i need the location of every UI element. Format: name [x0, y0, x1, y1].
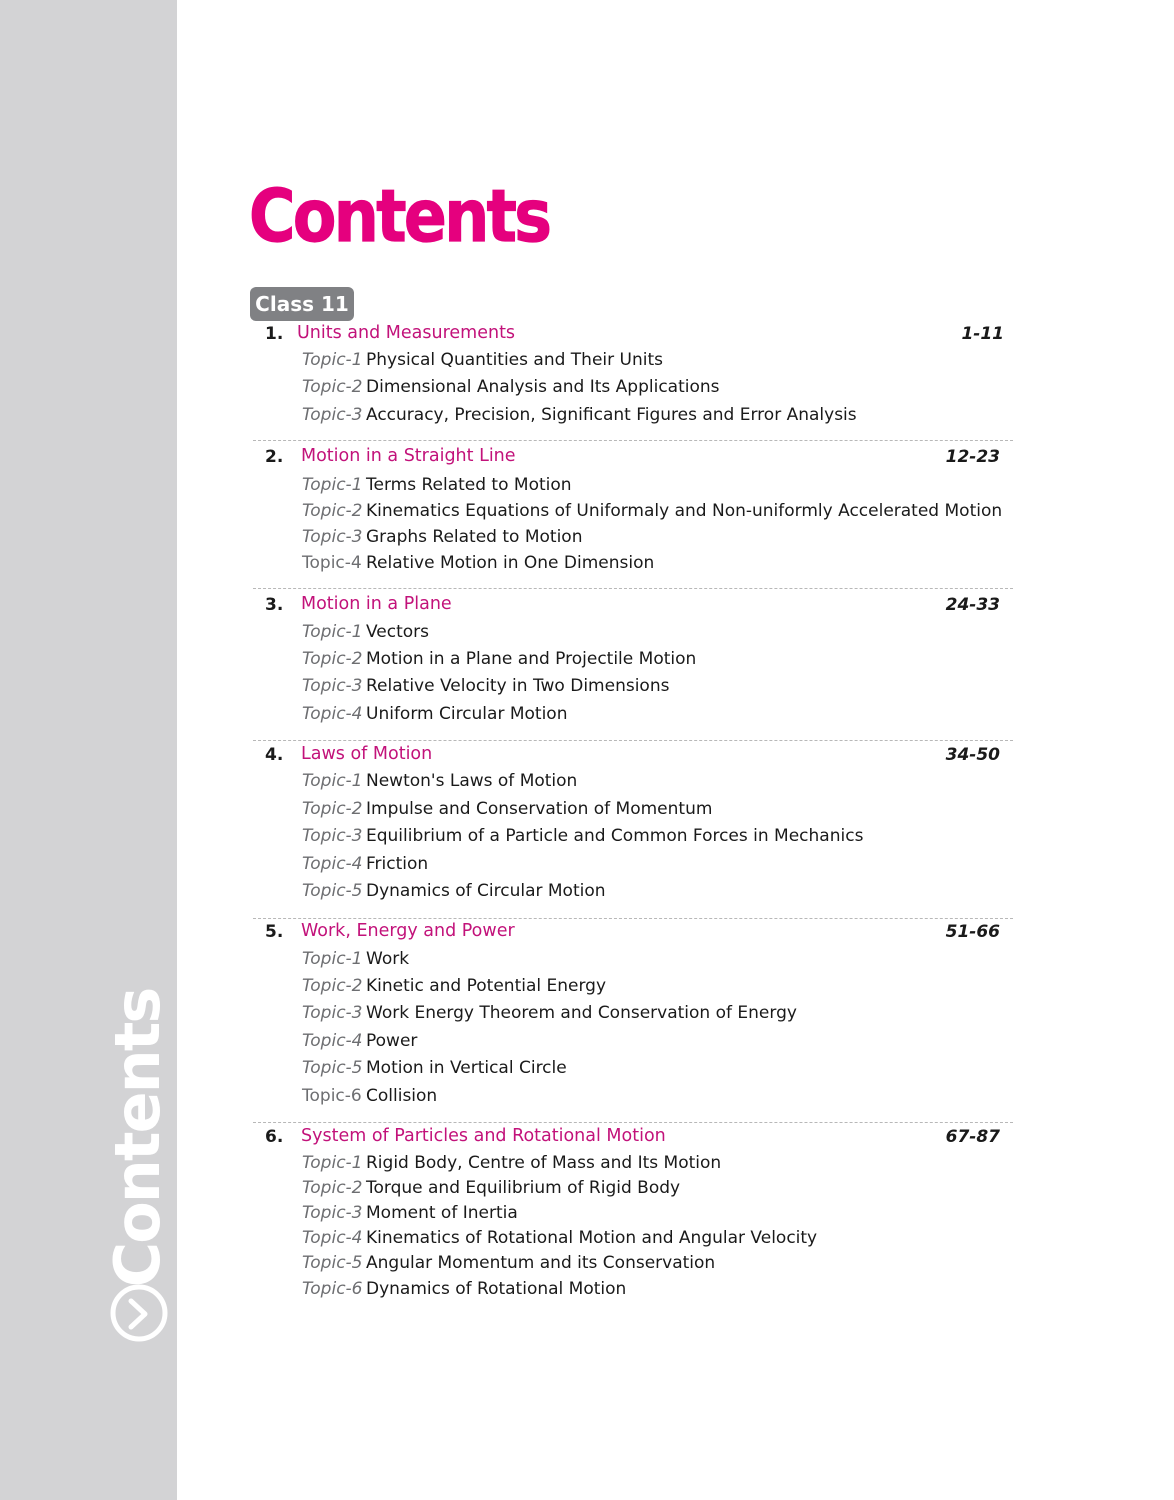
- topic-text: Newton's Laws of Motion: [366, 771, 578, 791]
- topic-row[interactable]: [302, 976, 606, 996]
- topic-text: Dynamics of Circular Motion: [366, 881, 606, 901]
- topic-text: Kinetic and Potential Energy: [366, 976, 607, 996]
- chapter-pages: 24-33: [945, 595, 1000, 615]
- topic-row[interactable]: [302, 1153, 721, 1173]
- topic-text: Rigid Body, Centre of Mass and Its Motion: [366, 1153, 722, 1173]
- chapter-pages: 1-11: [961, 324, 1004, 344]
- chevron-circle-icon: [109, 1283, 169, 1343]
- topic-label: Topic-3: [302, 1203, 363, 1223]
- topic-label: Topic-3: [302, 676, 363, 696]
- topic-row[interactable]: [302, 799, 712, 819]
- topic-label: Topic-4: [302, 854, 363, 874]
- topic-row[interactable]: [302, 854, 428, 874]
- topic-label: Topic-4: [302, 1228, 363, 1248]
- topic-label: Topic-3: [302, 527, 363, 547]
- chapter-title[interactable]: Motion in a Straight Line: [301, 446, 516, 466]
- chapter-divider: [253, 918, 1013, 919]
- topic-label: Topic-2: [302, 501, 363, 521]
- topic-text: Uniform Circular Motion: [366, 704, 568, 724]
- topic-row[interactable]: [302, 1279, 626, 1299]
- topic-text: Moment of Inertia: [366, 1203, 518, 1223]
- topic-text: Torque and Equilibrium of Rigid Body: [366, 1178, 681, 1198]
- topic-row[interactable]: [302, 949, 409, 969]
- topic-text: Kinematics Equations of Uniformaly and Non-uniformly Accelerated Motion: [366, 501, 1003, 521]
- topic-label: Topic-6: [302, 1086, 362, 1106]
- topic-row[interactable]: [302, 377, 720, 397]
- topic-text: Equilibrium of a Particle and Common Forces in Mechanics: [366, 826, 864, 846]
- topic-label: Topic-1: [302, 475, 363, 495]
- topic-text: Angular Momentum and its Conservation: [366, 1253, 716, 1273]
- topic-row[interactable]: [302, 771, 577, 791]
- chapter-pages: 12-23: [945, 447, 1000, 467]
- chapter-number: 6.: [265, 1127, 284, 1147]
- topic-label: Topic-1: [302, 949, 363, 969]
- topic-row[interactable]: [302, 881, 606, 901]
- topic-text: Accuracy, Precision, Significant Figures and Error Analysis: [366, 405, 857, 425]
- topic-row[interactable]: [302, 350, 663, 370]
- topic-row[interactable]: [302, 676, 669, 696]
- chapter-title[interactable]: Units and Measurements: [297, 323, 516, 343]
- chapter-divider: [253, 440, 1013, 441]
- topic-label: Topic-6: [302, 1279, 363, 1299]
- topic-row[interactable]: [302, 1086, 437, 1106]
- topic-row[interactable]: [302, 1203, 518, 1223]
- topic-label: Topic-1: [302, 350, 363, 370]
- topic-row[interactable]: [302, 649, 696, 669]
- topic-label: Topic-3: [302, 826, 363, 846]
- topic-row[interactable]: [302, 405, 857, 425]
- topic-row[interactable]: [302, 622, 429, 642]
- sidebar-vertical-title: Contents: [101, 988, 174, 1288]
- topic-text: Vectors: [366, 622, 430, 642]
- chapter-divider: [253, 1122, 1013, 1123]
- topic-label: Topic-3: [302, 405, 363, 425]
- class-badge: Class 11: [250, 287, 354, 321]
- topic-text: Motion in Vertical Circle: [366, 1058, 567, 1078]
- chapter-divider: [253, 740, 1013, 741]
- topic-row[interactable]: [302, 553, 654, 573]
- chapter-title[interactable]: System of Particles and Rotational Motion: [301, 1126, 666, 1146]
- topic-label: Topic-2: [302, 377, 363, 397]
- topic-text: Dynamics of Rotational Motion: [366, 1279, 627, 1299]
- topic-text: Friction: [366, 854, 429, 874]
- topic-row[interactable]: [302, 826, 863, 846]
- topic-text: Power: [366, 1031, 418, 1051]
- topic-row[interactable]: [302, 1228, 817, 1248]
- chapter-pages: 34-50: [945, 745, 1000, 765]
- topic-text: Kinematics of Rotational Motion and Angular Velocity: [366, 1228, 818, 1248]
- topic-row[interactable]: [302, 475, 572, 495]
- topic-row[interactable]: [302, 527, 582, 547]
- topic-label: Topic-5: [302, 1058, 363, 1078]
- chapter-number: 1.: [265, 324, 284, 344]
- chapter-number: 5.: [265, 922, 284, 942]
- chapter-number: 4.: [265, 745, 284, 765]
- topic-text: Relative Motion in One Dimension: [366, 553, 655, 573]
- topic-text: Terms Related to Motion: [366, 475, 572, 495]
- topic-label: Topic-5: [302, 881, 363, 901]
- topic-row[interactable]: [302, 501, 1002, 521]
- topic-text: Impulse and Conservation of Momentum: [366, 799, 713, 819]
- topic-row[interactable]: [302, 1058, 567, 1078]
- topic-row[interactable]: [302, 1178, 680, 1198]
- chapter-title[interactable]: Motion in a Plane: [301, 594, 452, 614]
- topic-row[interactable]: [302, 1253, 715, 1273]
- chapter-divider: [253, 588, 1013, 589]
- topic-label: Topic-2: [302, 649, 363, 669]
- chapter-number: 3.: [265, 595, 284, 615]
- topic-label: Topic-2: [302, 976, 363, 996]
- topic-label: Topic-2: [302, 1178, 363, 1198]
- chapter-pages: 67-87: [945, 1127, 1000, 1147]
- chapter-pages: 51-66: [945, 922, 1000, 942]
- topic-label: Topic-3: [302, 1003, 363, 1023]
- topic-row[interactable]: [302, 1031, 417, 1051]
- chapter-number: 2.: [265, 447, 284, 467]
- page-title: Contents: [249, 174, 550, 258]
- chapter-title[interactable]: Work, Energy and Power: [301, 921, 515, 941]
- topic-text: Collision: [366, 1086, 438, 1106]
- topic-label: Topic-5: [302, 1253, 363, 1273]
- topic-text: Work: [366, 949, 410, 969]
- topic-label: Topic-4: [302, 704, 363, 724]
- topic-row[interactable]: [302, 704, 567, 724]
- topic-label: Topic-1: [302, 1153, 363, 1173]
- topic-text: Physical Quantities and Their Units: [366, 350, 663, 370]
- topic-label: Topic-4: [302, 553, 362, 573]
- sidebar: [0, 0, 177, 1500]
- topic-text: Dimensional Analysis and Its Applications: [366, 377, 720, 397]
- topic-label: Topic-4: [302, 1031, 363, 1051]
- chapter-title[interactable]: Laws of Motion: [301, 744, 433, 764]
- topic-label: Topic-2: [302, 799, 363, 819]
- topic-label: Topic-1: [302, 622, 363, 642]
- topic-text: Work Energy Theorem and Conservation of Energy: [366, 1003, 797, 1023]
- topic-label: Topic-1: [302, 771, 363, 791]
- topic-text: Relative Velocity in Two Dimensions: [366, 676, 670, 696]
- topic-text: Motion in a Plane and Projectile Motion: [366, 649, 697, 669]
- topic-row[interactable]: [302, 1003, 797, 1023]
- topic-text: Graphs Related to Motion: [366, 527, 583, 547]
